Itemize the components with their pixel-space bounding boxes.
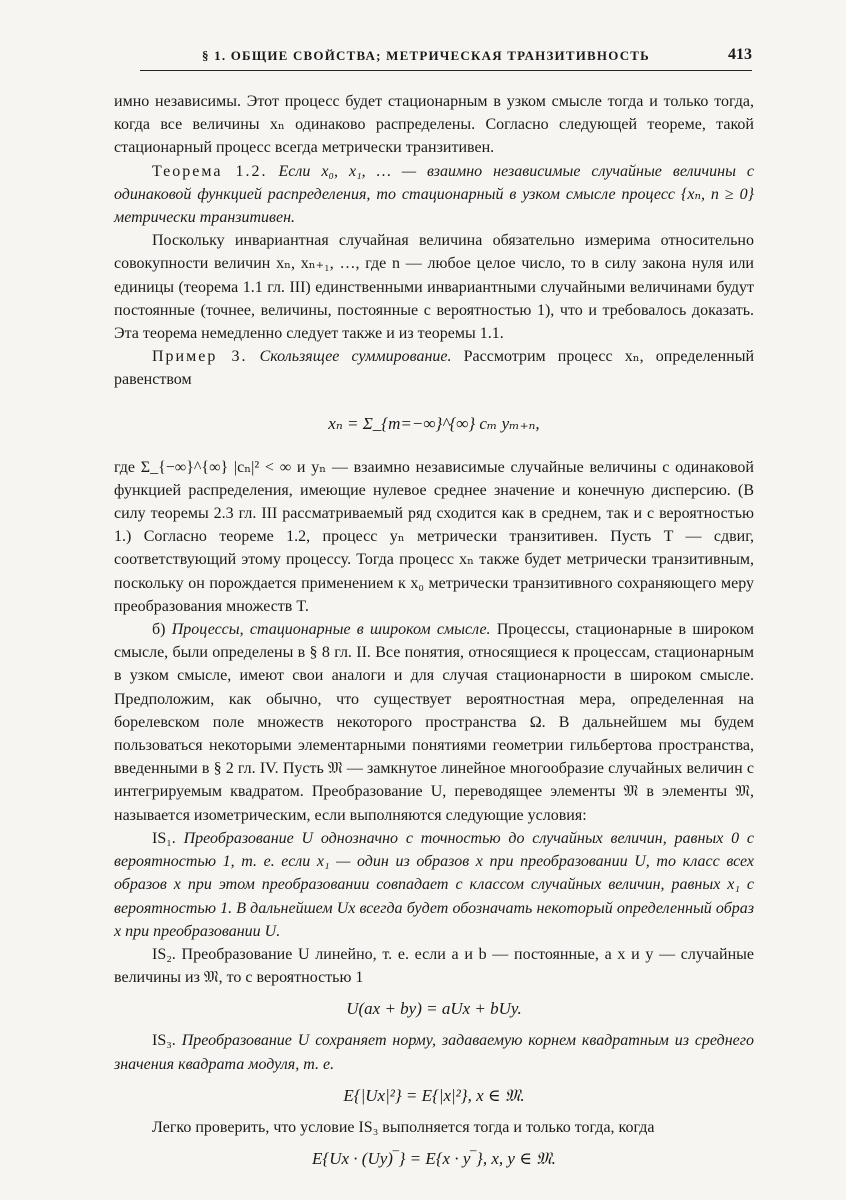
condition-is3 <box>114 1029 754 1075</box>
section-b-title: Процессы, стационарные в широком смысле. <box>171 621 491 639</box>
formula-linearity: U(ax + by) = aUx + bUy. <box>346 999 522 1019</box>
theorem-text: Если x₀, x₁, … — взаимно независимые случайные величины с одинаковой функцией распределения, то стационарный в узком смысле процесс {xₙ, n ≥ 0} метрически транзитивен. <box>114 162 755 227</box>
example-title: Скользящее суммирование. <box>259 348 452 366</box>
is1-text: Преобразование U однозначно с точностью до случайных величин, равных 0 с вероятностью 1, т. е. если x₁ — один из образов x при преобразовании U, то класс всех образов x при этом преобразовании совпадает с классом случайных величин, равных x₁ с вероятностью 1. В дальнейшем Ux всегда будет обозначать некоторый определенный образ x при преобразовании U. <box>114 829 755 940</box>
page-number: 413 <box>728 46 752 63</box>
theorem-label: Теорема 1.2. <box>152 162 268 180</box>
paragraph-check: Легко проверить, что условие IS₃ выполняется тогда и только тогда, когда <box>152 1118 655 1136</box>
formula-moving-sum: xₙ = Σ_{m=−∞}^{∞} cₘ yₘ₊ₙ, <box>328 413 540 433</box>
condition-is2 <box>114 943 754 989</box>
paragraph-proof: Поскольку инвариантная случайная величина обязательно измерима относительно совокупности величин xₙ, xₙ₊₁, …, где n — любое целое число, то в силу закона нуля или единицы (теорема 1.1 гл. III) единственными инвариантными случайными величинами будут постоянные (точнее, величины, постоянные с вероятностью 1), что и требовалось доказать. Эта теорема немедленно следует также и из теоремы 1.1. <box>114 232 754 343</box>
formula-norm: E{|Ux|²} = E{|x|²}, x ∈ 𝔐. <box>343 1085 525 1105</box>
example-label: Пример 3. <box>152 348 248 366</box>
section-b-label: б) <box>152 621 166 639</box>
section-b <box>114 618 754 827</box>
is3-text: Преобразование U сохраняет норму, задаваемую корнем квадратным из среднего значения квадрата модуля, т. е. <box>114 1032 755 1073</box>
paragraph-example-body: где Σ_{−∞}^{∞} |cₙ|² < ∞ и yₙ — взаимно независимые случайные величины с одинаковой функцией распределения, имеющие нулевое среднее значение и конечную дисперсию. (В силу теоремы 2.3 гл. III рассматриваемый ряд сходится как в среднем, так и с вероятностью 1.) Согласно теореме 1.2, процесс yₙ метрически транзитивен. Пусть T — сдвиг, соответствующий этому процессу. Тогда процесс xₙ также будет метрически транзитивным, поскольку он порождается применением к x₀ метрически транзитивного сохраняющего меру преобразования множеств T. <box>114 458 754 615</box>
formula-inner-product: E{Ux · (Uy)‾} = E{x · y‾}, x, y ∈ 𝔐. <box>312 1148 556 1168</box>
example-text: Рассмотрим процесс xₙ, определенный равенством <box>114 348 755 389</box>
section-b-text: Процессы, стационарные в широком смысле, были определены в § 8 гл. II. Все понятия, относящиеся к процессам, стационарным в узком смысле, имеют свои аналоги и для случая стационарности в широком смысле. Предположим, как обычно, что существует вероятностная мера, определенная на борелевском поле множеств некоторого пространства Ω. В дальнейшем мы будем пользоваться некоторыми элементарными понятиями геометрии гильбертова пространства, введенными в § 2 гл. IV. Пусть 𝔐 — замкнутое линейное многообразие случайных величин с интегрируемым квадратом. Преобразование U, переводящее элементы 𝔐 в элементы 𝔐, называется изометрическим, если выполняются следующие условия: <box>114 621 754 824</box>
condition-is1 <box>114 827 754 943</box>
is3-label: IS₃. <box>152 1032 176 1050</box>
is2-text: Преобразование U линейно, т. е. если a и b — постоянные, а x и y — случайные величины из 𝔐, то с вероятностью 1 <box>114 945 755 987</box>
running-title: § 1. ОБЩИЕ СВОЙСТВА; МЕТРИЧЕСКАЯ ТРАНЗИТИВНОСТЬ <box>202 48 650 63</box>
theorem-1-2 <box>114 160 754 230</box>
is1-label: IS₁. <box>152 829 176 847</box>
is2-label: IS₂. <box>152 945 176 963</box>
running-header <box>140 48 752 71</box>
example-3 <box>114 345 754 391</box>
paragraph-continuation: имно независимы. Этот процесс будет стационарным в узком смысле тогда и только тогда, когда все величины xₙ одинаково распределены. Согласно следующей теореме, такой стационарный процесс всегда метрически транзитивен. <box>114 93 754 157</box>
page-body <box>114 90 754 1179</box>
